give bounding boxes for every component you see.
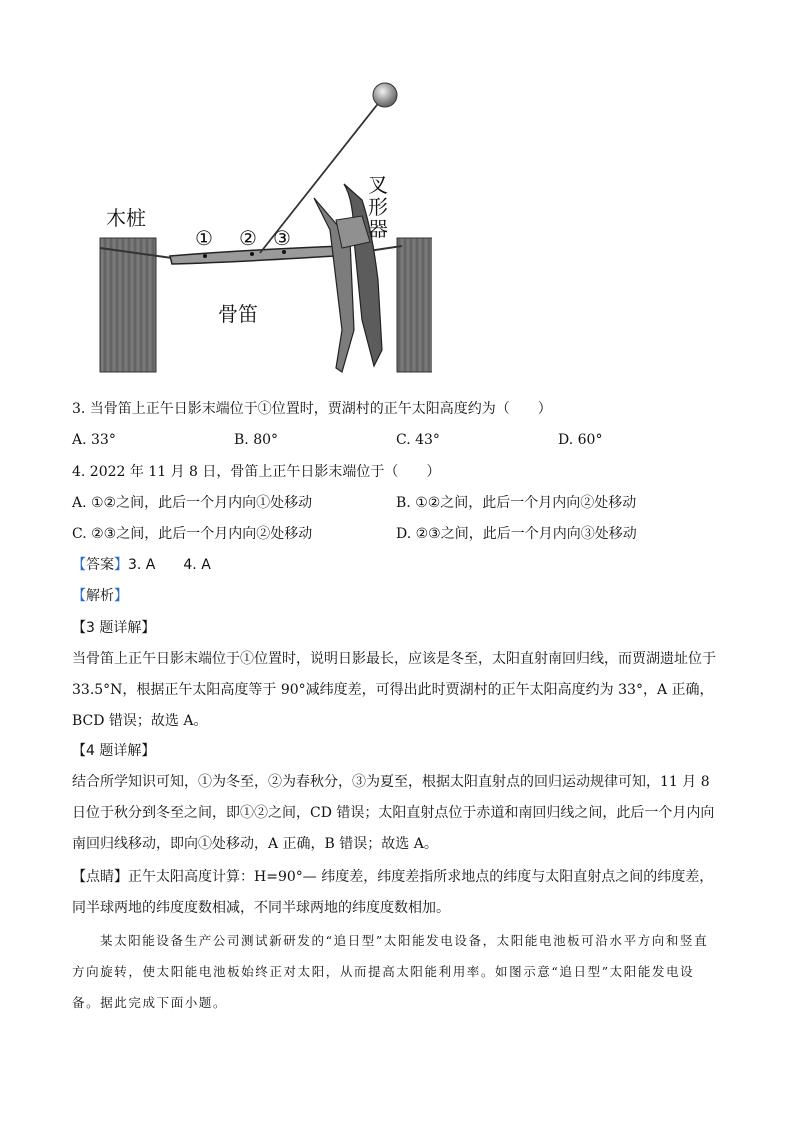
- q4-stem: 4. 2022 年 11 月 8 日，骨笛上正午日影末端位于（ ）: [72, 464, 441, 480]
- answer-bracket-open: 【: [72, 557, 86, 573]
- sun: [373, 83, 397, 107]
- answer-text: 3. A 4. A: [128, 557, 211, 573]
- q4-option-d: D. ②③之间，此后一个月内向③处移动: [396, 526, 637, 542]
- marker-1: ①: [195, 226, 213, 250]
- q4-option-a: A. ①②之间，此后一个月内向①处移动: [72, 495, 313, 511]
- marker-3: ③: [273, 226, 291, 250]
- q3-option-d: D. 60°: [558, 432, 603, 448]
- detail3-heading: 【3 题详解】: [72, 620, 156, 636]
- analysis-line: [72, 586, 128, 606]
- detail3-body: 当骨笛上正午日影末端位于①位置时，说明日影最长，应该是冬至，太阳直射南回归线，而贾湖遗址位于 33.5°N，根据正午太阳高度等于 90°减纬度差，可得出此时贾湖村的正午太阳高度约为 33°，A 正确，BCD 错误；故选 A。: [72, 651, 716, 729]
- marker-2: ②: [239, 226, 257, 250]
- tip-paragraph: [72, 862, 722, 924]
- next-material: 某太阳能设备生产公司测试新研发的“追日型”太阳能发电设备，太阳能电池板可沿水平方向和竖直方向旋转，使太阳能电池板始终正对太阳，从而提高太阳能利用率。如图示意“追日型”太阳能发电设备。据此完成下面小题。: [72, 933, 709, 1010]
- detail4-heading: 【4 题详解】: [72, 743, 156, 759]
- analysis-bracket-close: 】: [114, 588, 128, 604]
- answer-line: [72, 555, 211, 575]
- analysis-bracket-open: 【: [72, 588, 86, 604]
- answer-bracket-close: 】: [114, 557, 128, 573]
- answer-label: 答案: [86, 557, 114, 573]
- label-wood-post: 木桩: [106, 206, 146, 230]
- q4-option-b: B. ①②之间，此后一个月内向②处移动: [396, 495, 637, 511]
- analysis-label: 解析: [86, 588, 114, 604]
- bone-flute-figure: [92, 80, 432, 375]
- left-wood-post: [100, 238, 156, 372]
- q3-stem: 3. 当骨笛上正午日影末端位于①位置时，贾湖村的正午太阳高度约为（ ）: [72, 401, 552, 417]
- q3-option-a: A. 33°: [72, 432, 116, 448]
- label-bone-flute: 骨笛: [218, 302, 258, 326]
- tip-label: 【点睛】: [72, 869, 128, 885]
- right-wood-post: [397, 238, 432, 372]
- detail4-body: 结合所学知识可知，①为冬至，②为春秋分，③为夏至，根据太阳直射点的回归运动规律可知，11 月 8 日位于秋分到冬至之间，即①②之间，CD 错误；太阳直射点位于赤道和南回归线之间，此后一个月内向南回归线移动，即向①处移动，A 正确，B 错误；故选 A。: [72, 774, 715, 852]
- tip-text: 正午太阳高度计算：H=90°— 纬度差，纬度差指所求地点的纬度与太阳直射点之间的纬度差，同半球两地的纬度度数相减，不同半球两地的纬度度数相加。: [72, 869, 714, 916]
- q4-option-c: C. ②③之间，此后一个月内向②处移动: [72, 526, 313, 542]
- q3-option-c: C. 43°: [396, 432, 440, 448]
- label-fork: 叉形器: [368, 173, 388, 241]
- q3-option-b: B. 80°: [234, 432, 279, 448]
